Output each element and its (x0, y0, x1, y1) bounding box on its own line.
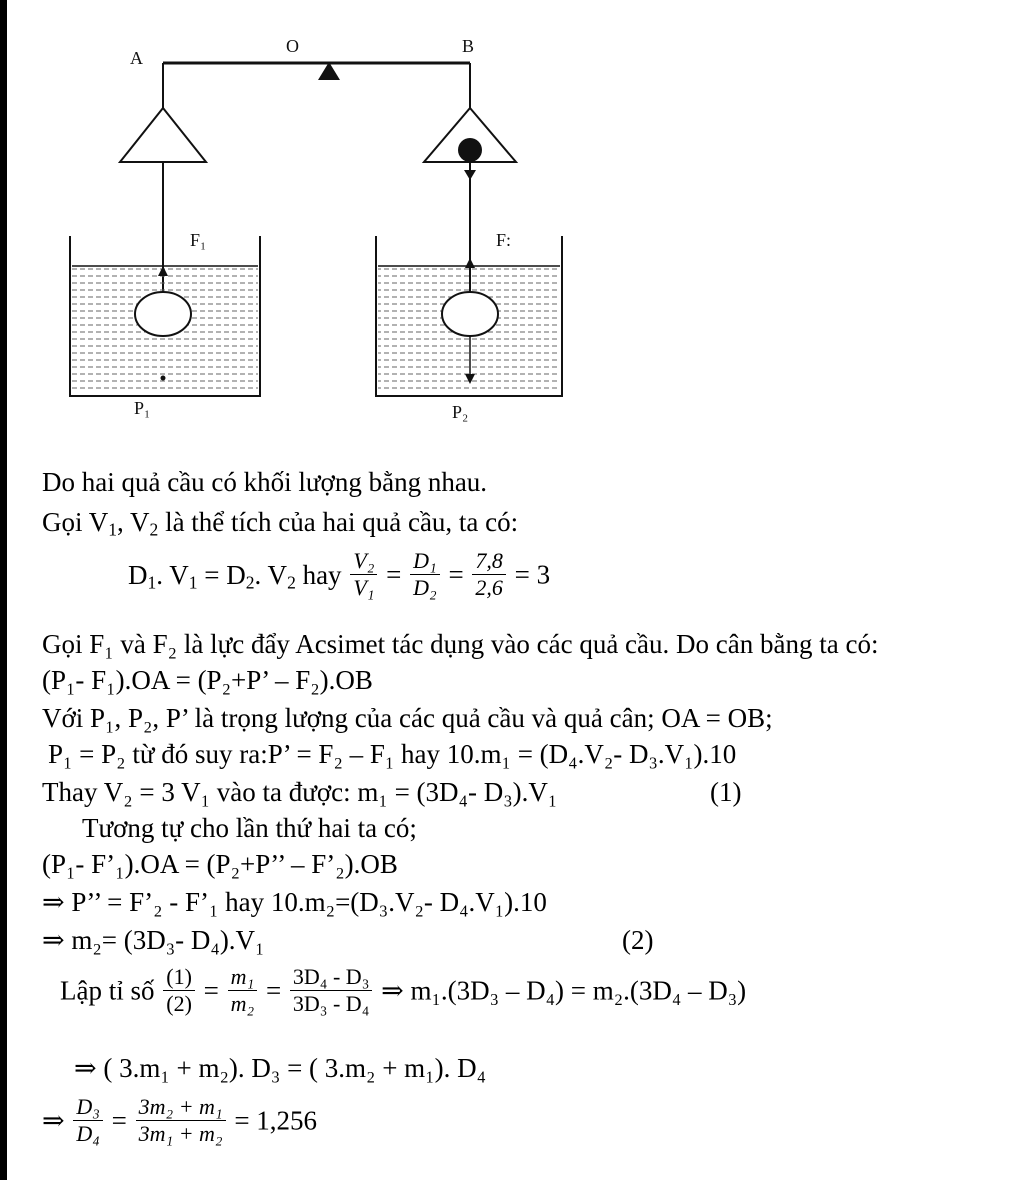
label-o: O (286, 36, 299, 56)
counterweight (458, 138, 482, 162)
balance-diagram (0, 0, 1024, 440)
text-line-1: Do hai quả cầu có khối lượng bằng nhau. (42, 467, 488, 497)
fulcrum (318, 62, 340, 80)
sphere-2 (442, 292, 498, 336)
arrow-down-b (464, 170, 476, 180)
label-a: A (130, 48, 143, 68)
text-line-2: Gọi $V_1$, $V_2$ là thể tích của hai quả cầu, ta có: (42, 507, 519, 540)
fraction-values: $\frac{7,8}{2,6}$ (472, 548, 506, 601)
pan-a (120, 108, 206, 162)
text-line-13: Lập tỉ số $\frac{(1)}{(2)}$ = $\frac{\text{m₁}}{\text{m₂}}$ = $\frac{\text{3D₄ - D₃}}{\text{3D₃ - D₄}}$ ⇒ m₁.(3D₃ – D₄) = m₂.(3D₄ – D₃) (60, 964, 747, 1016)
text-line-12: ⇒ m₂= (3D₃- D₄).V₁ (42, 925, 265, 955)
text-line-7: P₁ = P₂ từ đó suy ra:P’ = F₂ – F₁ hay 10.m₁ = (D₄.V₂- D₃.V₁).10 (48, 739, 737, 769)
text-line-3: $D_1$. $V_1 = D_2$. $V_2$ hay $\frac{\text{V₂}}{\text{V₁}}$ = $\frac{\text{D₁}}{\text{D₂}}$ = $\frac{7,8}{2,6}$ = 3 (128, 548, 551, 600)
label-p2: P₂ (452, 402, 469, 422)
text-line-14: ⇒ ( 3.m₁ + m₂). D₃ = ( 3.m₂ + m₁). D₄ (74, 1053, 487, 1083)
text-line-4: Gọi F₁ và F₂ là lực đẩy Acsimet tác dụng vào các quả cầu. Do cân bằng ta có: (42, 629, 879, 659)
text-line-8: Thay V₂ = 3 V₁ vào ta được: m₁ = (3D₄- D₃).V₁ (42, 777, 558, 807)
equation-tag-1: (1) (710, 777, 742, 807)
text-line-11: ⇒ P’’ = F’₂ - F’₁ hay 10.m₂=(D₃.V₂- D₄.V₁).10 (42, 887, 547, 917)
label-f1: F₁ (190, 230, 207, 250)
text-line-9: Tương tự cho lần thứ hai ta có; (82, 813, 417, 843)
label-b: B (462, 36, 475, 56)
sphere-1 (135, 292, 191, 336)
arrow-f2 (465, 258, 475, 268)
label-p1: P₁ (134, 398, 151, 418)
label-f2: F: (496, 230, 512, 250)
fraction-d: $\frac{\text{D₁}}{\text{D₂}}$ (410, 548, 440, 601)
text-line-6: Với P₁, P₂, P’ là trọng lượng của các quả cầu và quả cân; OA = OB; (42, 703, 773, 733)
equation-tag-2: (2) (622, 925, 654, 955)
text-line-15: ⇒ $\frac{\text{D₃}}{\text{D₄}}$ = $\frac{\text{3m₂ + m₁}}{\text{3m₁ + m₂}}$ = 1,256 (42, 1094, 318, 1146)
text-line-5: (P₁- F₁).OA = (P₂+P’ – F₂).OB (42, 665, 373, 695)
text-line-10: (P₁- F’₁).OA = (P₂+P’’ – F’₂).OB (42, 849, 398, 879)
fraction-v: $\frac{\text{V₂}}{\text{V₁}}$ (350, 548, 377, 601)
